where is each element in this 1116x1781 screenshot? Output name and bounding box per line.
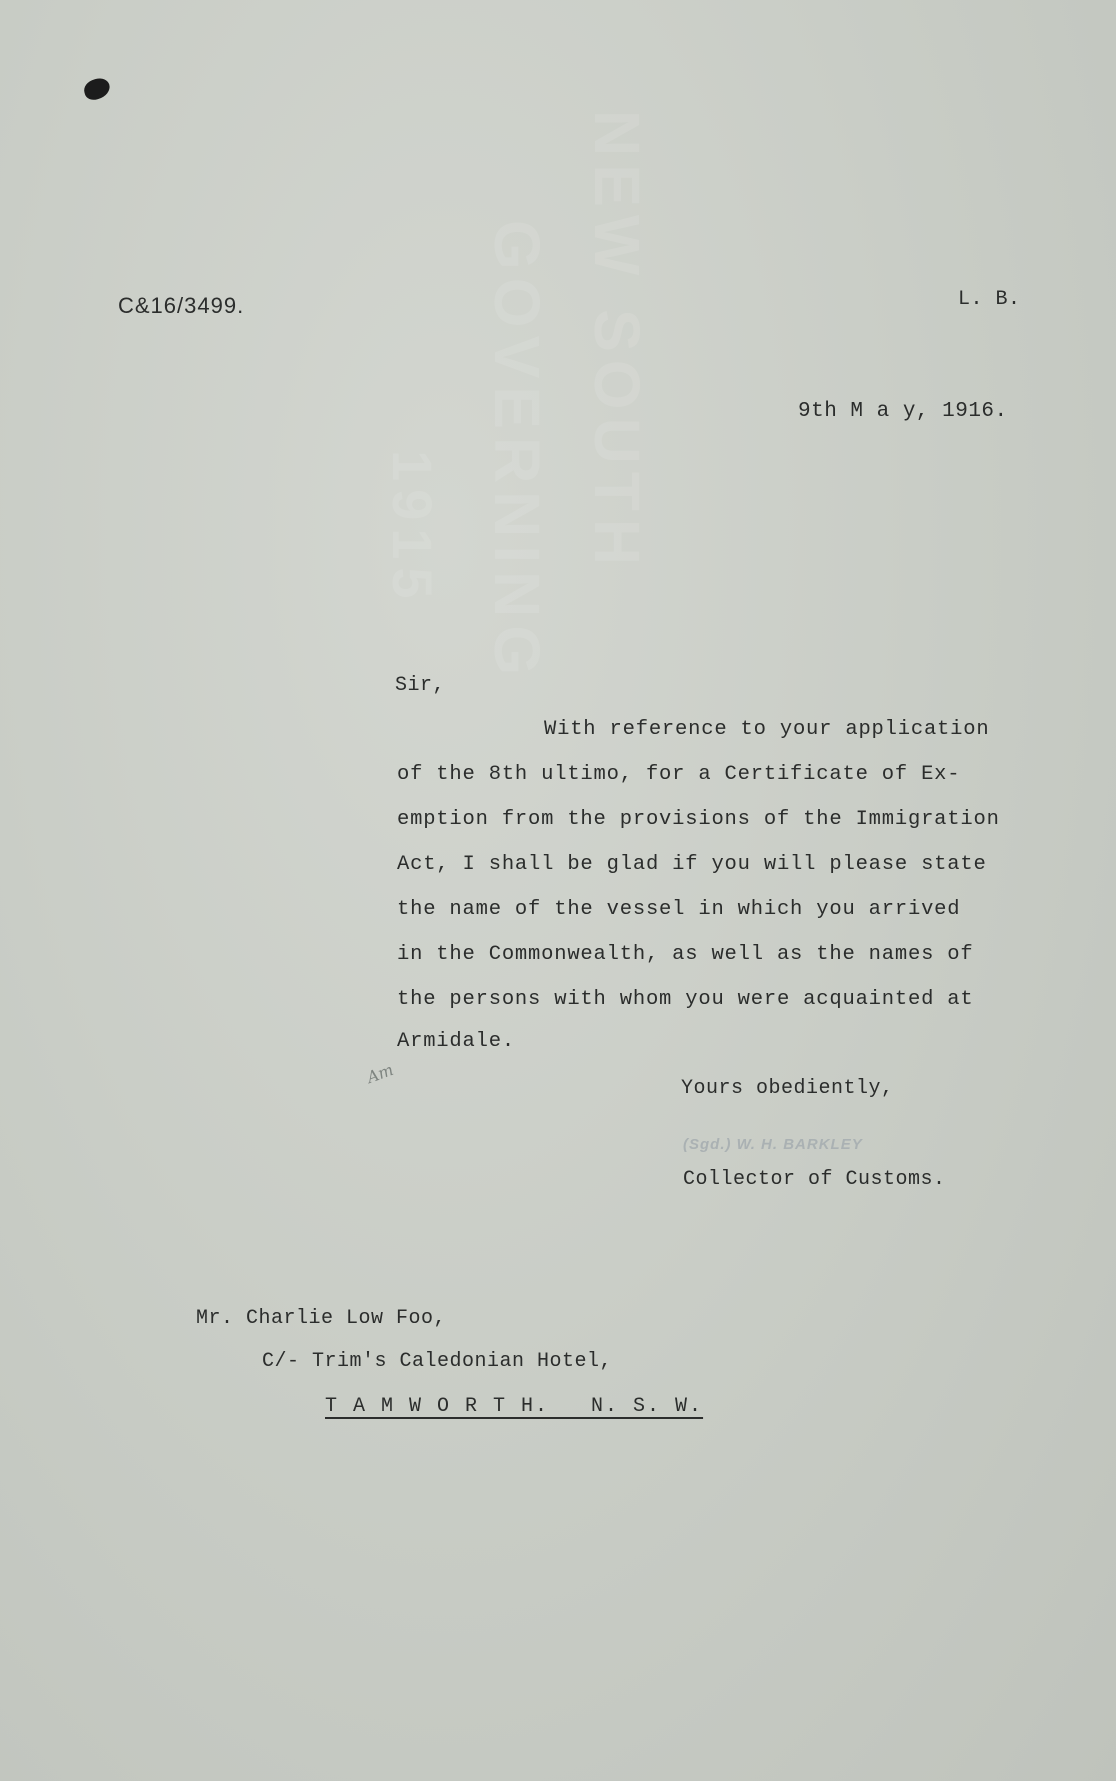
punch-hole (82, 76, 112, 102)
file-reference: C&16/3499. (118, 293, 245, 318)
complimentary-close: Yours obediently, (681, 1077, 894, 1100)
office-code: L. B. (958, 288, 1021, 311)
signature-stamp: (Sgd.) W. H. BARKLEY (683, 1136, 863, 1153)
watermark-line-1: NEW SOUTH (581, 110, 653, 574)
addressee-care-of: C/- Trim's Caledonian Hotel, (262, 1350, 613, 1373)
body-line: With reference to your application (544, 718, 990, 741)
body-line: Armidale. (397, 1030, 515, 1053)
body-line: the persons with whom you were acquainted at (397, 988, 974, 1011)
watermark-line-2: GOVERNING (481, 220, 553, 684)
addressee-town: T A M W O R T H. N. S. W. (325, 1395, 704, 1418)
body-line: of the 8th ultimo, for a Certificate of Ex- (397, 763, 961, 786)
salutation: Sir, (395, 674, 446, 697)
body-line: the name of the vessel in which you arrived (397, 898, 961, 921)
addressee-name: Mr. Charlie Low Foo, (196, 1307, 447, 1330)
letter-date: 9th M a y, 1916. (798, 400, 1008, 423)
body-line: Act, I shall be glad if you will please state (397, 853, 987, 876)
body-line: in the Commonwealth, as well as the names of (397, 943, 974, 966)
watermark-line-3: 1915 (381, 450, 444, 607)
body-line: emption from the provisions of the Immigration (397, 808, 1000, 831)
handwritten-initials: Am (364, 1059, 396, 1087)
signatory-title: Collector of Customs. (683, 1168, 946, 1191)
